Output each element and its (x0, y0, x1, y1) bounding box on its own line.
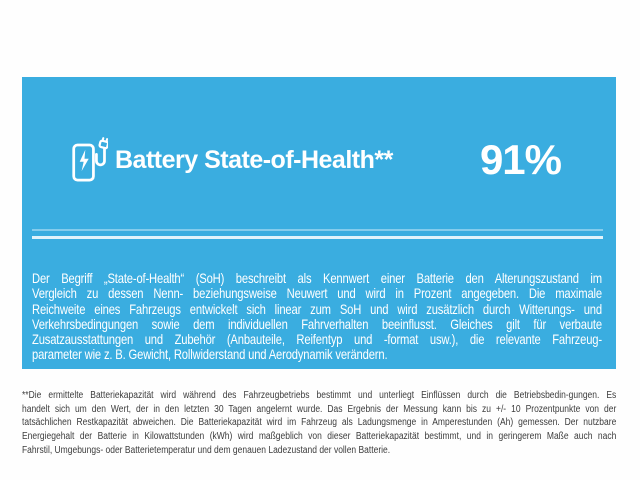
divider-line-faint (32, 229, 603, 231)
footnote (22, 389, 616, 458)
footnote-line: **Die ermittelte Batteriekapazität wird während des Fahrzeugbetriebs bestimmt und unterliegt Einflüssen durch die Betriebsbedin-gungen. Es (22, 390, 617, 401)
body-line: Vergleich zu dessen Nenn- beziehungsweise Neuwert und wird in Prozent angegeben. Die maximale (32, 286, 602, 302)
body-line: Der Begriff „State-of-Health“ (SoH) beschreibt als Kennwert einer Batterie den Alterungszustand im (32, 271, 602, 286)
card-title: Battery State-of-Health** (115, 145, 393, 174)
ev-charging-station-icon (72, 135, 108, 185)
card-header (72, 133, 561, 187)
footnote-line: tatsächlichen Restkapazität abweichen. Die Batteriekapazität wird im Fahrzeug als Ladungsmenge in Amperestunden (Ah) gemessen. Der nutzbare (22, 417, 617, 429)
body-line: parameter wie z. B. Gewicht, Rollwiderstand und Aerodynamik verändern. (32, 347, 388, 363)
soh-card (22, 77, 616, 369)
divider-line-bright (32, 236, 603, 239)
divider (32, 229, 603, 239)
body-line: Zusatzausstattungen und Zubehör (Anbauteile, Reifentyp und -format usw.), die relevante Fahrzeug- (32, 332, 602, 348)
soh-value: 91% (479, 136, 561, 183)
body-line: Reichweite eines Fahrzeugs entwickelt sich linear zum SoH und wird zusätzlich durch Witterungs- und (32, 301, 602, 317)
body-line: Verkehrsbedingungen sowie dem individuellen Fahrverhalten beeinflusst. Gleiches gilt für verbaute (32, 316, 602, 332)
footnote-line: Fahrstil, Umgebungs- oder Batterietemperatur und dem genauen Ladezustand der vollen Batterie. (22, 444, 391, 456)
footnote-line: handelt sich um den Wert, der in den letzten 30 Tagen angelernt wurde. Das Ergebnis der Messung kann bis zu +/- 10 Prozentpunkte von der (22, 403, 617, 415)
card-body (32, 271, 602, 363)
footnote-line: Energiegehalt der Batterie in Kilowattstunden (kWh) wird maßgeblich von dieser Batteriekapazität bestimmt, und in geringerem Maße auch nach (22, 431, 617, 443)
